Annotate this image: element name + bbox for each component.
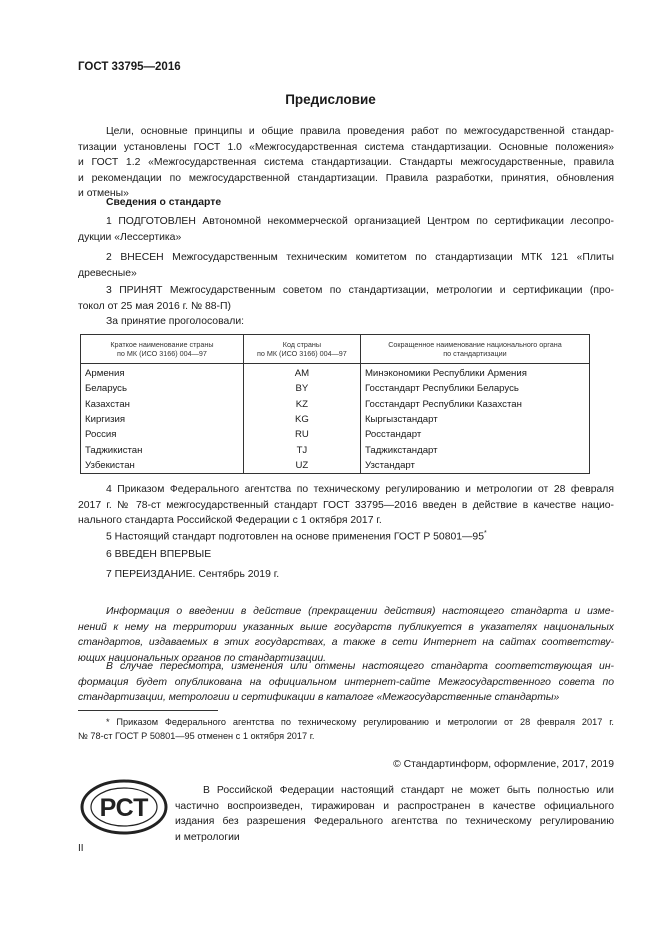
legal-notice <box>175 783 614 845</box>
text-line: 2017 г. № 78-ст межгосударственный стандарт ГОСТ 33795—2016 введен в действие в качестве нацио- <box>78 499 614 511</box>
table-cell: KZ <box>243 397 360 412</box>
text-line: * Приказом Федерального агентства по техническому регулированию и метрологии от 28 февраля 2017 г. <box>106 717 614 727</box>
voting-table <box>80 334 590 474</box>
intro-paragraph <box>78 124 614 202</box>
item-prepared <box>78 214 614 245</box>
table-row <box>81 397 590 412</box>
text-line: В Российской Федерации настоящий стандарт не может быть полностью или <box>203 785 614 796</box>
text-line: стандартов, издаваемых в этих государствах, а также в сети Интернет на сайтах соответству- <box>78 637 614 648</box>
text-line: и ГОСТ 1.2 «Межгосударственная система стандартизации. Стандарты межгосударственные, правила <box>78 157 614 168</box>
text-line: тизации установлены ГОСТ 1.0 «Межгосударственная система стандартизации. Основные положения» <box>78 141 614 153</box>
footnote <box>78 715 614 743</box>
table-row <box>81 364 590 382</box>
text-line: стандартизации, метрологии и сертификации в каталоге «Межгосударственные стандарты» <box>78 692 560 703</box>
table-cell: Таджикстандарт <box>360 442 589 457</box>
column-header: Сокращенное наименование национального органа по стандартизации <box>360 335 589 364</box>
footnote-rule <box>78 710 218 711</box>
table-cell: Армения <box>81 364 244 382</box>
table-cell: Госстандарт Республики Беларусь <box>360 381 589 396</box>
text-line: нального стандарта Российской Федерации с 1 октября 2017 г. <box>78 515 382 526</box>
table-cell: Кыргызстандарт <box>360 412 589 427</box>
text-line: издания без разрешения Федерального агентства по техническому регулированию <box>175 816 614 827</box>
rst-certification-mark-icon <box>80 779 168 835</box>
item-reissue: 7 ПЕРЕИЗДАНИЕ. Сентябрь 2019 г. <box>106 569 280 580</box>
item-submitted <box>78 250 614 281</box>
table-cell: Госстандарт Республики Казахстан <box>360 397 589 412</box>
text-line: формация будет опубликована на официальном интернет-сайте Межгосударственного совета по <box>78 676 614 688</box>
order-paragraph <box>78 482 614 529</box>
page-title: Предисловие <box>285 92 376 107</box>
text-line: Информация о введении в действие (прекращении действия) настоящего стандарта и изме- <box>106 606 614 617</box>
table-cell: Узбекистан <box>81 458 244 474</box>
table-cell: AM <box>243 364 360 382</box>
item-adopted <box>78 283 614 314</box>
table-cell: Таджикистан <box>81 442 244 457</box>
table-cell: BY <box>243 381 360 396</box>
item-first-time: 6 ВВЕДЕН ВПЕРВЫЕ <box>106 549 212 560</box>
text-line: № 78-ст ГОСТ Р 50801—95 отменен с 1 октября 2017 г. <box>78 731 315 741</box>
table-cell: Росстандарт <box>360 427 589 442</box>
item-basis: 5 Настоящий стандарт подготовлен на основе применения ГОСТ Р 50801—95* <box>106 530 487 543</box>
notice-revision <box>78 659 614 706</box>
footnote-mark: * <box>484 530 487 537</box>
standard-id: ГОСТ 33795—2016 <box>78 61 181 73</box>
text-line: 4 Приказом Федерального агентства по техническому регулированию и метрологии от 28 февраля <box>106 484 614 495</box>
table-cell: TJ <box>243 442 360 457</box>
table-row <box>81 427 590 442</box>
table-cell: Беларусь <box>81 381 244 396</box>
text-line: 3 ПРИНЯТ Межгосударственным советом по стандартизации, метрологии и сертификации (про- <box>106 285 614 296</box>
page-number: II <box>78 843 84 854</box>
copyright: © Стандартинформ, оформление, 2017, 2019 <box>393 759 614 770</box>
notice-introduction <box>78 604 614 666</box>
text-line: древесные» <box>78 267 137 279</box>
text-line: ющих национальных органов по стандартизации. <box>78 652 327 664</box>
table-cell: Россия <box>81 427 244 442</box>
text-line: дукции «Лессертика» <box>78 231 182 243</box>
text-line: и рекомендации по межгосударственной стандартизации. Правила разработки, принятия, обновления <box>78 172 614 184</box>
table-row <box>81 412 590 427</box>
text-line: В случае пересмотра, изменения или отмены настоящего стандарта соответствующая ин- <box>106 661 614 672</box>
column-header: Краткое наименование страны по МК (ИСО 3166) 004—97 <box>81 335 244 364</box>
text-line: 1 ПОДГОТОВЛЕН Автономной некоммерческой организацией Центром по сертификации лесопро- <box>106 216 614 227</box>
text-line: токол от 25 мая 2016 г. № 88-П) <box>78 300 231 312</box>
table-header-row <box>81 335 590 364</box>
text-line: 2 ВНЕСЕН Межгосударственным техническим комитетом по стандартизации МТК 121 «Плиты <box>106 252 614 263</box>
table-cell: Казахстан <box>81 397 244 412</box>
table-row <box>81 442 590 457</box>
table-cell: UZ <box>243 458 360 474</box>
text-line: нений к нему на территории указанных выше государств публикуется в указателях национальных <box>78 621 614 633</box>
table-cell: Узстандарт <box>360 458 589 474</box>
column-header: Код страны по МК (ИСО 3166) 004—97 <box>243 335 360 364</box>
text-line: Цели, основные принципы и общие правила проведения работ по межгосударственной стандар- <box>106 126 614 137</box>
table-cell: Киргизия <box>81 412 244 427</box>
table-row <box>81 381 590 396</box>
table-cell: KG <box>243 412 360 427</box>
table-row <box>81 458 590 474</box>
text-line: и метрологии <box>175 831 240 843</box>
logo-text: РСТ <box>99 794 149 822</box>
voted-label: За принятие проголосовали: <box>106 316 245 327</box>
text-line: частично воспроизведен, тиражирован и распространен в качестве официального <box>175 800 614 812</box>
text-line: и отмены» <box>78 188 129 199</box>
info-heading: Сведения о стандарте <box>106 197 222 208</box>
table-cell: Минэкономики Республики Армения <box>360 364 589 382</box>
table-cell: RU <box>243 427 360 442</box>
